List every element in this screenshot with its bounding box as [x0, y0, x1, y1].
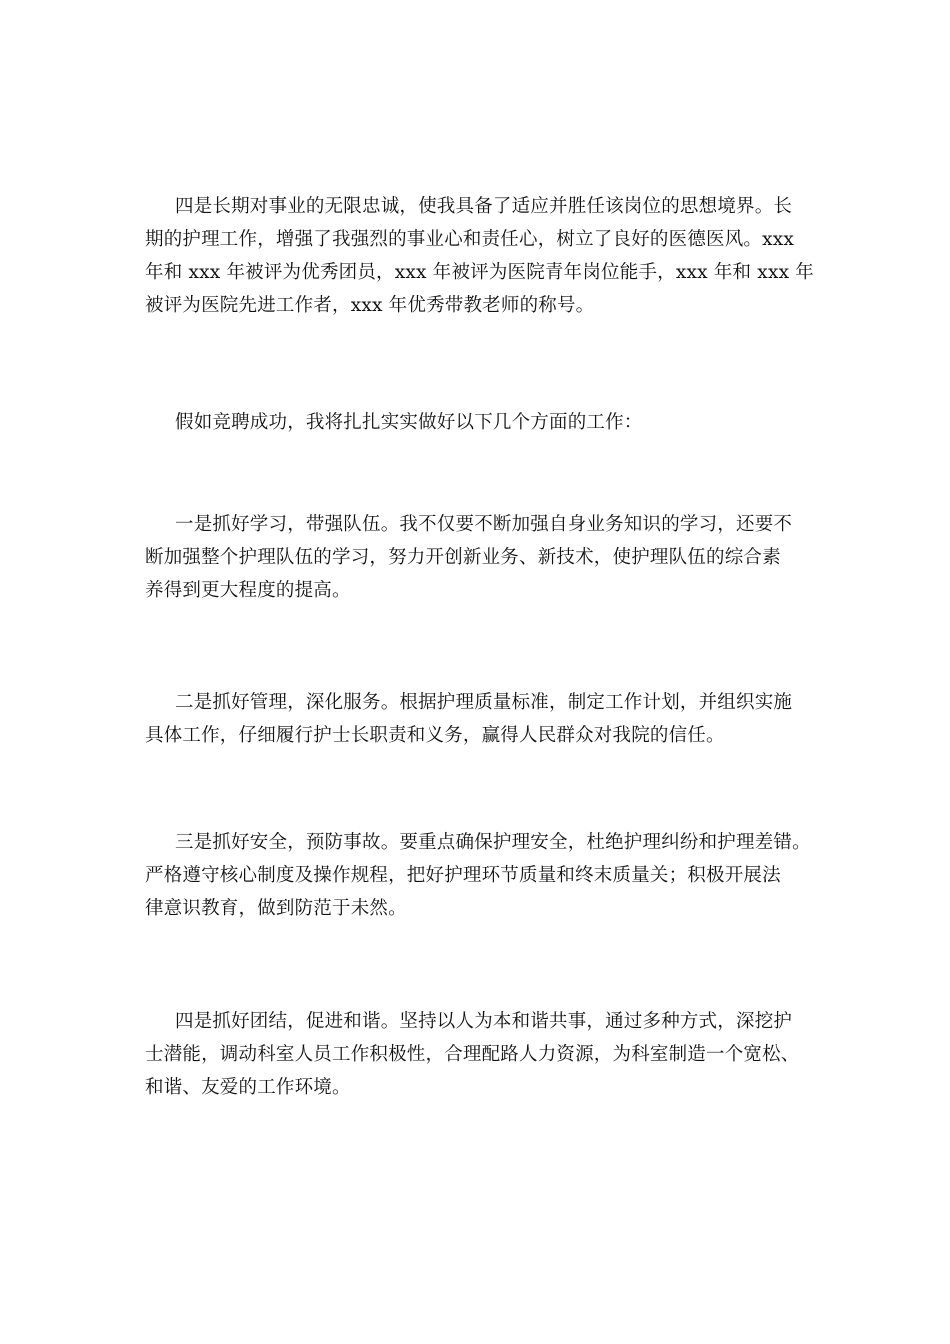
paragraph-study [145, 508, 815, 607]
paragraph-loyalty [145, 190, 815, 322]
paragraph-line: 被评为医院先进工作者，xxx 年优秀带教老师的称号。 [145, 295, 595, 316]
paragraph-line: 四是抓好团结，促进和谐。坚持以人为本和谐共事，通过多种方式，深挖护 [175, 1011, 793, 1032]
paragraph-line: 假如竞聘成功，我将扎扎实实做好以下几个方面的工作： [175, 412, 643, 433]
paragraph-line: 具体工作，仔细履行护士长职责和义务，赢得人民群众对我院的信任。 [145, 725, 725, 746]
paragraph-safety [145, 826, 815, 925]
paragraph-line: 和谐、友爱的工作环境。 [145, 1077, 351, 1098]
paragraph-line: 律意识教育，做到防范于未然。 [145, 898, 407, 919]
paragraph-line: 士潜能，调动科室人员工作积极性，合理配路人力资源，为科室制造一个宽松、 [145, 1044, 800, 1065]
paragraph-line: 年和 xxx 年被评为优秀团员，xxx 年被评为医院青年岗位能手，xxx 年和 xxx 年 [145, 262, 814, 283]
paragraph-intro [145, 406, 815, 439]
paragraph-line: 二是抓好管理，深化服务。根据护理质量标准，制定工作计划，并组织实施 [175, 692, 793, 713]
paragraph-line: 三是抓好安全，预防事故。要重点确保护理安全，杜绝护理纠纷和护理差错。 [175, 832, 811, 853]
paragraph-line: 一是抓好学习，带强队伍。我不仅要不断加强自身业务知识的学习，还要不 [175, 514, 793, 535]
paragraph-line: 严格遵守核心制度及操作规程，把好护理环节质量和终末质量关；积极开展法 [145, 865, 781, 886]
paragraph-line: 四是长期对事业的无限忠诚，使我具备了适应并胜任该岗位的思想境界。长 [175, 196, 793, 217]
paragraph-line: 断加强整个护理队伍的学习，努力开创新业务、新技术，使护理队伍的综合素 [145, 547, 781, 568]
paragraph-unity [145, 1005, 815, 1104]
paragraph-line: 养得到更大程度的提高。 [145, 580, 351, 601]
paragraph-management [145, 686, 815, 752]
paragraph-line: 期的护理工作，增强了我强烈的事业心和责任心，树立了良好的医德医风。xxx [145, 229, 795, 250]
